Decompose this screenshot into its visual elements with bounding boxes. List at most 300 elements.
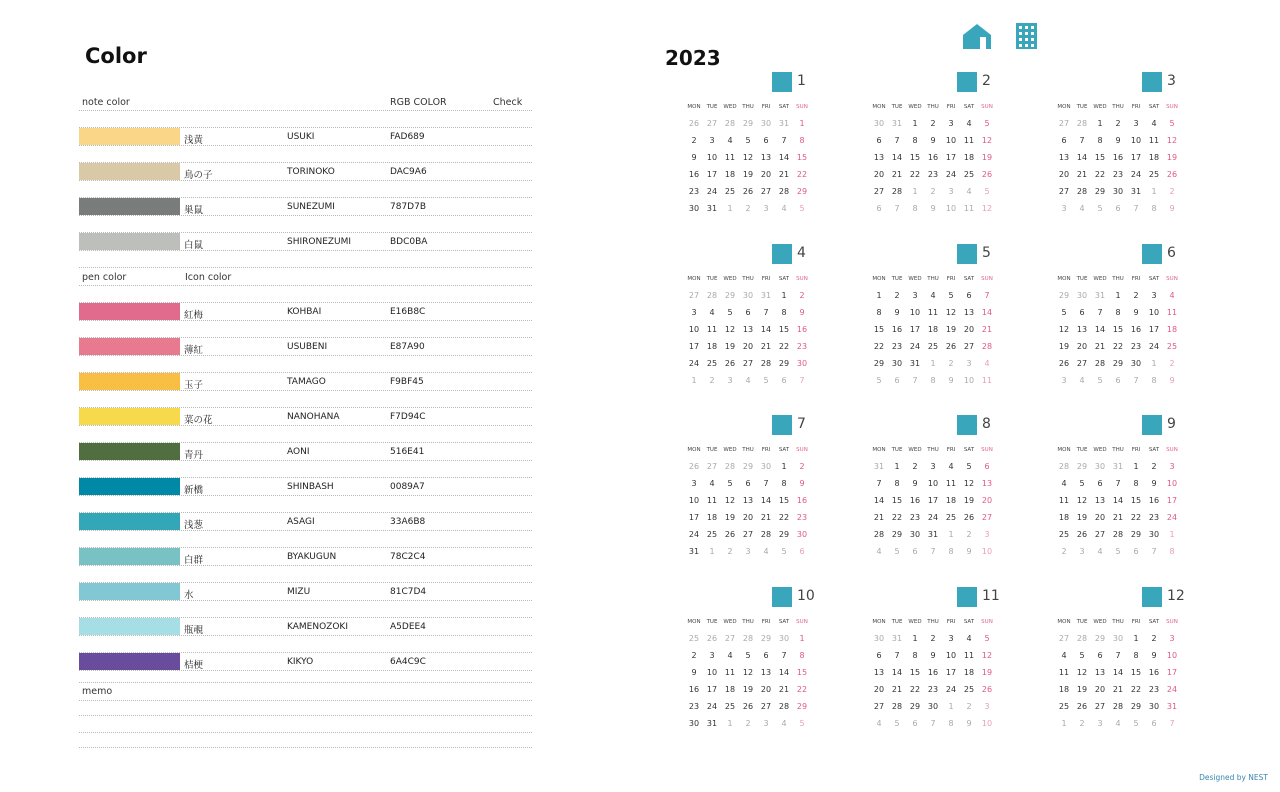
calendar-day[interactable]: 14 <box>760 496 772 505</box>
calendar-day[interactable]: 12 <box>724 325 736 334</box>
calendar-day[interactable]: 16 <box>1148 496 1160 505</box>
calendar-day[interactable]: 5 <box>1097 376 1103 385</box>
calendar-day[interactable]: 30 <box>1148 702 1160 711</box>
calendar-day[interactable]: 23 <box>796 342 808 351</box>
calendar-day[interactable]: 15 <box>796 153 808 162</box>
calendar-day[interactable]: 13 <box>760 668 772 677</box>
calendar-day[interactable]: 18 <box>1148 153 1160 162</box>
calendar-day[interactable]: 30 <box>1094 462 1106 471</box>
calendar-day[interactable]: 25 <box>963 170 975 179</box>
calendar-day[interactable]: 20 <box>760 685 772 694</box>
calendar-day[interactable]: 5 <box>984 119 990 128</box>
calendar-day[interactable]: 13 <box>742 496 754 505</box>
calendar-day[interactable]: 24 <box>706 702 718 711</box>
calendar-day[interactable]: 31 <box>873 462 885 471</box>
calendar-day[interactable]: 13 <box>873 153 885 162</box>
calendar-day[interactable]: 26 <box>742 702 754 711</box>
calendar-day[interactable]: 15 <box>909 668 921 677</box>
calendar-day[interactable]: 8 <box>781 479 787 488</box>
calendar-day[interactable]: 10 <box>688 496 700 505</box>
calendar-day[interactable]: 13 <box>742 325 754 334</box>
calendar-day[interactable]: 3 <box>984 530 990 539</box>
calendar-day[interactable]: 16 <box>1148 668 1160 677</box>
calendar-day[interactable]: 9 <box>1151 651 1157 660</box>
calendar-day[interactable]: 31 <box>1112 462 1124 471</box>
calendar-day[interactable]: 8 <box>799 651 805 660</box>
calendar-day[interactable]: 20 <box>742 342 754 351</box>
calendar-day[interactable]: 7 <box>763 479 769 488</box>
calendar-day[interactable]: 6 <box>745 479 751 488</box>
calendar-day[interactable]: 7 <box>1097 308 1103 317</box>
calendar-day[interactable]: 7 <box>1115 479 1121 488</box>
calendar-day[interactable]: 1 <box>1061 719 1067 728</box>
calendar-day[interactable]: 26 <box>724 359 736 368</box>
calendar-day[interactable]: 25 <box>1058 702 1070 711</box>
calendar-day[interactable]: 28 <box>1094 359 1106 368</box>
calendar-day[interactable]: 16 <box>688 685 700 694</box>
calendar-day[interactable]: 6 <box>1061 136 1067 145</box>
calendar-day[interactable]: 21 <box>760 342 772 351</box>
calendar-day[interactable]: 4 <box>727 651 733 660</box>
calendar-day[interactable]: 1 <box>948 702 954 711</box>
calendar-day[interactable]: 3 <box>1151 291 1157 300</box>
calendar-day[interactable]: 18 <box>927 325 939 334</box>
calendar-day[interactable]: 19 <box>1166 153 1178 162</box>
calendar-day[interactable]: 17 <box>1130 153 1142 162</box>
calendar-day[interactable]: 9 <box>799 479 805 488</box>
calendar-day[interactable]: 14 <box>1112 496 1124 505</box>
calendar-day[interactable]: 4 <box>876 547 882 556</box>
calendar-day[interactable]: 29 <box>891 530 903 539</box>
calendar-day[interactable]: 5 <box>1097 204 1103 213</box>
calendar-day[interactable]: 27 <box>873 187 885 196</box>
calendar-day[interactable]: 22 <box>778 513 790 522</box>
calendar-day[interactable]: 25 <box>706 530 718 539</box>
calendar-day[interactable]: 24 <box>688 359 700 368</box>
calendar-day[interactable]: 4 <box>930 291 936 300</box>
calendar-day[interactable]: 14 <box>891 668 903 677</box>
calendar-day[interactable]: 14 <box>981 308 993 317</box>
calendar-day[interactable]: 8 <box>876 308 882 317</box>
calendar-day[interactable]: 2 <box>745 204 751 213</box>
calendar-day[interactable]: 29 <box>1094 634 1106 643</box>
calendar-day[interactable]: 26 <box>724 530 736 539</box>
calendar-day[interactable]: 11 <box>963 136 975 145</box>
calendar-day[interactable]: 26 <box>688 462 700 471</box>
calendar-day[interactable]: 10 <box>1130 136 1142 145</box>
calendar-day[interactable]: 17 <box>688 342 700 351</box>
calendar-day[interactable]: 27 <box>706 119 718 128</box>
calendar-day[interactable]: 5 <box>1169 119 1175 128</box>
calendar-day[interactable]: 22 <box>909 685 921 694</box>
calendar-day[interactable]: 19 <box>724 513 736 522</box>
calendar-day[interactable]: 28 <box>891 702 903 711</box>
calendar-day[interactable]: 23 <box>1112 170 1124 179</box>
calendar-day[interactable]: 24 <box>688 530 700 539</box>
calendar-day[interactable]: 25 <box>1058 530 1070 539</box>
calendar-day[interactable]: 2 <box>727 547 733 556</box>
calendar-day[interactable]: 3 <box>984 702 990 711</box>
calendar-day[interactable]: 10 <box>1166 479 1178 488</box>
calendar-day[interactable]: 29 <box>1058 291 1070 300</box>
calendar-day[interactable]: 23 <box>927 685 939 694</box>
calendar-day[interactable]: 7 <box>912 376 918 385</box>
calendar-day[interactable]: 21 <box>1112 685 1124 694</box>
calendar-day[interactable]: 10 <box>909 308 921 317</box>
calendar-day[interactable]: 1 <box>1115 291 1121 300</box>
calendar-day[interactable]: 23 <box>688 187 700 196</box>
calendar-day[interactable]: 7 <box>894 204 900 213</box>
calendar-day[interactable]: 22 <box>873 342 885 351</box>
calendar-day[interactable]: 6 <box>1151 719 1157 728</box>
calendar-day[interactable]: 29 <box>1076 462 1088 471</box>
calendar-day[interactable]: 5 <box>1079 651 1085 660</box>
calendar-day[interactable]: 7 <box>1169 719 1175 728</box>
calendar-day[interactable]: 2 <box>930 634 936 643</box>
calendar-day[interactable]: 7 <box>894 651 900 660</box>
calendar-day[interactable]: 22 <box>1130 685 1142 694</box>
calendar-day[interactable]: 24 <box>1130 170 1142 179</box>
calendar-day[interactable]: 2 <box>745 719 751 728</box>
calendar-day[interactable]: 30 <box>778 634 790 643</box>
calendar-day[interactable]: 8 <box>1133 479 1139 488</box>
calendar-day[interactable]: 29 <box>1130 530 1142 539</box>
calendar-icon[interactable] <box>1015 22 1038 50</box>
calendar-day[interactable]: 30 <box>873 119 885 128</box>
calendar-day[interactable]: 7 <box>984 291 990 300</box>
calendar-day[interactable]: 8 <box>799 136 805 145</box>
calendar-day[interactable]: 4 <box>1097 547 1103 556</box>
calendar-day[interactable]: 21 <box>1112 513 1124 522</box>
calendar-day[interactable]: 2 <box>966 702 972 711</box>
calendar-day[interactable]: 25 <box>945 513 957 522</box>
calendar-day[interactable]: 2 <box>930 119 936 128</box>
calendar-day[interactable]: 5 <box>966 462 972 471</box>
calendar-day[interactable]: 29 <box>724 291 736 300</box>
calendar-day[interactable]: 30 <box>796 530 808 539</box>
calendar-day[interactable]: 10 <box>945 204 957 213</box>
calendar-day[interactable]: 15 <box>1112 325 1124 334</box>
calendar-day[interactable]: 19 <box>981 153 993 162</box>
calendar-day[interactable]: 30 <box>891 359 903 368</box>
calendar-day[interactable]: 5 <box>1133 719 1139 728</box>
calendar-day[interactable]: 13 <box>1058 153 1070 162</box>
calendar-day[interactable]: 3 <box>709 651 715 660</box>
calendar-day[interactable]: 22 <box>778 342 790 351</box>
calendar-day[interactable]: 8 <box>1133 651 1139 660</box>
calendar-day[interactable]: 1 <box>727 719 733 728</box>
calendar-day[interactable]: 22 <box>909 170 921 179</box>
calendar-day[interactable]: 6 <box>876 204 882 213</box>
calendar-day[interactable]: 26 <box>981 170 993 179</box>
calendar-day[interactable]: 15 <box>909 153 921 162</box>
calendar-day[interactable]: 4 <box>709 479 715 488</box>
calendar-day[interactable]: 4 <box>781 204 787 213</box>
calendar-day[interactable]: 9 <box>691 668 697 677</box>
calendar-day[interactable]: 12 <box>1166 136 1178 145</box>
calendar-day[interactable]: 30 <box>1130 359 1142 368</box>
calendar-day[interactable]: 29 <box>1112 359 1124 368</box>
calendar-day[interactable]: 23 <box>1148 685 1160 694</box>
calendar-day[interactable]: 18 <box>706 513 718 522</box>
calendar-day[interactable]: 12 <box>1076 496 1088 505</box>
calendar-day[interactable]: 29 <box>1094 187 1106 196</box>
calendar-day[interactable]: 4 <box>781 719 787 728</box>
calendar-day[interactable]: 14 <box>778 153 790 162</box>
calendar-day[interactable]: 2 <box>966 530 972 539</box>
calendar-day[interactable]: 19 <box>742 170 754 179</box>
calendar-day[interactable]: 27 <box>1058 634 1070 643</box>
calendar-day[interactable]: 12 <box>981 651 993 660</box>
calendar-day[interactable]: 21 <box>778 685 790 694</box>
calendar-day[interactable]: 16 <box>927 668 939 677</box>
calendar-day[interactable]: 18 <box>724 685 736 694</box>
calendar-day[interactable]: 10 <box>1148 308 1160 317</box>
calendar-day[interactable]: 16 <box>927 153 939 162</box>
calendar-day[interactable]: 27 <box>742 359 754 368</box>
calendar-day[interactable]: 4 <box>1079 204 1085 213</box>
calendar-day[interactable]: 28 <box>778 187 790 196</box>
calendar-day[interactable]: 7 <box>1133 376 1139 385</box>
calendar-day[interactable]: 22 <box>1130 513 1142 522</box>
calendar-day[interactable]: 14 <box>1094 325 1106 334</box>
calendar-day[interactable]: 27 <box>760 187 772 196</box>
calendar-day[interactable]: 3 <box>691 479 697 488</box>
calendar-day[interactable]: 4 <box>1061 479 1067 488</box>
calendar-day[interactable]: 28 <box>873 530 885 539</box>
calendar-day[interactable]: 2 <box>799 291 805 300</box>
calendar-day[interactable]: 2 <box>1115 119 1121 128</box>
calendar-day[interactable]: 3 <box>1079 547 1085 556</box>
calendar-day[interactable]: 2 <box>930 187 936 196</box>
calendar-day[interactable]: 31 <box>1094 291 1106 300</box>
calendar-day[interactable]: 29 <box>873 359 885 368</box>
calendar-day[interactable]: 21 <box>1076 170 1088 179</box>
calendar-day[interactable]: 30 <box>760 462 772 471</box>
calendar-day[interactable]: 27 <box>873 702 885 711</box>
calendar-day[interactable]: 2 <box>912 462 918 471</box>
calendar-day[interactable]: 18 <box>706 342 718 351</box>
calendar-day[interactable]: 14 <box>1112 668 1124 677</box>
calendar-day[interactable]: 31 <box>909 359 921 368</box>
calendar-day[interactable]: 1 <box>930 359 936 368</box>
calendar-day[interactable]: 1 <box>709 547 715 556</box>
calendar-day[interactable]: 29 <box>778 359 790 368</box>
calendar-day[interactable]: 30 <box>796 359 808 368</box>
calendar-day[interactable]: 3 <box>948 119 954 128</box>
calendar-day[interactable]: 17 <box>909 325 921 334</box>
calendar-day[interactable]: 29 <box>796 187 808 196</box>
calendar-day[interactable]: 31 <box>891 634 903 643</box>
calendar-day[interactable]: 30 <box>1076 291 1088 300</box>
calendar-day[interactable]: 9 <box>966 547 972 556</box>
calendar-day[interactable]: 15 <box>778 325 790 334</box>
calendar-day[interactable]: 6 <box>763 651 769 660</box>
calendar-day[interactable]: 3 <box>1169 462 1175 471</box>
calendar-day[interactable]: 19 <box>981 668 993 677</box>
calendar-day[interactable]: 28 <box>1112 702 1124 711</box>
calendar-day[interactable]: 7 <box>1079 136 1085 145</box>
calendar-day[interactable]: 8 <box>1151 204 1157 213</box>
calendar-day[interactable]: 30 <box>760 119 772 128</box>
calendar-day[interactable]: 9 <box>691 153 697 162</box>
calendar-day[interactable]: 24 <box>1166 513 1178 522</box>
calendar-day[interactable]: 2 <box>709 376 715 385</box>
calendar-day[interactable]: 15 <box>1130 668 1142 677</box>
calendar-day[interactable]: 10 <box>981 547 993 556</box>
calendar-day[interactable]: 6 <box>745 308 751 317</box>
calendar-day[interactable]: 30 <box>1112 634 1124 643</box>
calendar-day[interactable]: 17 <box>1166 668 1178 677</box>
calendar-day[interactable]: 18 <box>1166 325 1178 334</box>
calendar-day[interactable]: 1 <box>799 634 805 643</box>
calendar-day[interactable]: 30 <box>688 204 700 213</box>
calendar-day[interactable]: 17 <box>688 513 700 522</box>
calendar-day[interactable]: 1 <box>727 204 733 213</box>
calendar-day[interactable]: 19 <box>742 685 754 694</box>
calendar-day[interactable]: 2 <box>1061 547 1067 556</box>
calendar-day[interactable]: 1 <box>1133 634 1139 643</box>
calendar-day[interactable]: 16 <box>796 325 808 334</box>
calendar-day[interactable]: 30 <box>927 702 939 711</box>
calendar-day[interactable]: 3 <box>1133 119 1139 128</box>
calendar-day[interactable]: 23 <box>1148 513 1160 522</box>
calendar-day[interactable]: 27 <box>963 342 975 351</box>
calendar-day[interactable]: 1 <box>1133 462 1139 471</box>
calendar-day[interactable]: 24 <box>927 513 939 522</box>
calendar-day[interactable]: 10 <box>945 136 957 145</box>
calendar-day[interactable]: 13 <box>1076 325 1088 334</box>
calendar-day[interactable]: 11 <box>945 479 957 488</box>
calendar-day[interactable]: 6 <box>876 136 882 145</box>
calendar-day[interactable]: 27 <box>688 291 700 300</box>
calendar-day[interactable]: 31 <box>1130 187 1142 196</box>
calendar-day[interactable]: 31 <box>706 719 718 728</box>
calendar-day[interactable]: 2 <box>1151 462 1157 471</box>
calendar-day[interactable]: 10 <box>1166 651 1178 660</box>
calendar-day[interactable]: 13 <box>963 308 975 317</box>
calendar-day[interactable]: 13 <box>1094 668 1106 677</box>
calendar-day[interactable]: 21 <box>891 170 903 179</box>
calendar-day[interactable]: 5 <box>894 719 900 728</box>
calendar-day[interactable]: 7 <box>894 136 900 145</box>
calendar-day[interactable]: 7 <box>1151 547 1157 556</box>
calendar-day[interactable]: 29 <box>796 702 808 711</box>
calendar-day[interactable]: 2 <box>691 651 697 660</box>
calendar-day[interactable]: 28 <box>1112 530 1124 539</box>
calendar-day[interactable]: 4 <box>1079 376 1085 385</box>
calendar-day[interactable]: 27 <box>742 530 754 539</box>
calendar-day[interactable]: 5 <box>984 187 990 196</box>
calendar-day[interactable]: 8 <box>948 547 954 556</box>
calendar-day[interactable]: 11 <box>1058 668 1070 677</box>
calendar-day[interactable]: 7 <box>930 547 936 556</box>
calendar-day[interactable]: 5 <box>799 719 805 728</box>
calendar-day[interactable]: 24 <box>909 342 921 351</box>
calendar-day[interactable]: 6 <box>1115 376 1121 385</box>
calendar-day[interactable]: 27 <box>1076 359 1088 368</box>
home-icon[interactable] <box>961 22 993 50</box>
calendar-day[interactable]: 16 <box>1130 325 1142 334</box>
calendar-day[interactable]: 6 <box>799 547 805 556</box>
calendar-day[interactable]: 3 <box>948 634 954 643</box>
calendar-day[interactable]: 28 <box>1076 187 1088 196</box>
calendar-day[interactable]: 27 <box>760 702 772 711</box>
calendar-day[interactable]: 18 <box>724 170 736 179</box>
calendar-day[interactable]: 1 <box>1151 359 1157 368</box>
calendar-day[interactable]: 31 <box>1166 702 1178 711</box>
calendar-day[interactable]: 5 <box>727 479 733 488</box>
calendar-day[interactable]: 21 <box>760 513 772 522</box>
calendar-day[interactable]: 6 <box>1097 479 1103 488</box>
calendar-day[interactable]: 20 <box>873 685 885 694</box>
calendar-day[interactable]: 11 <box>724 153 736 162</box>
calendar-day[interactable]: 23 <box>891 342 903 351</box>
calendar-day[interactable]: 28 <box>981 342 993 351</box>
calendar-day[interactable]: 7 <box>781 136 787 145</box>
calendar-day[interactable]: 13 <box>981 479 993 488</box>
calendar-day[interactable]: 19 <box>1076 513 1088 522</box>
calendar-day[interactable]: 19 <box>724 342 736 351</box>
calendar-day[interactable]: 19 <box>1076 685 1088 694</box>
calendar-day[interactable]: 28 <box>891 187 903 196</box>
calendar-day[interactable]: 6 <box>781 376 787 385</box>
calendar-day[interactable]: 2 <box>948 359 954 368</box>
calendar-day[interactable]: 1 <box>781 291 787 300</box>
calendar-day[interactable]: 18 <box>1058 685 1070 694</box>
calendar-day[interactable]: 22 <box>796 170 808 179</box>
calendar-day[interactable]: 25 <box>724 702 736 711</box>
calendar-day[interactable]: 6 <box>1097 651 1103 660</box>
calendar-day[interactable]: 28 <box>760 530 772 539</box>
calendar-day[interactable]: 3 <box>763 204 769 213</box>
calendar-day[interactable]: 17 <box>1148 325 1160 334</box>
calendar-day[interactable]: 21 <box>778 170 790 179</box>
calendar-day[interactable]: 2 <box>1169 359 1175 368</box>
calendar-day[interactable]: 9 <box>966 719 972 728</box>
calendar-day[interactable]: 8 <box>1151 376 1157 385</box>
calendar-day[interactable]: 22 <box>891 513 903 522</box>
calendar-day[interactable]: 6 <box>1133 547 1139 556</box>
calendar-day[interactable]: 2 <box>691 136 697 145</box>
calendar-day[interactable]: 8 <box>912 651 918 660</box>
calendar-day[interactable]: 30 <box>1148 530 1160 539</box>
calendar-day[interactable]: 25 <box>963 685 975 694</box>
calendar-day[interactable]: 20 <box>963 325 975 334</box>
calendar-day[interactable]: 15 <box>1094 153 1106 162</box>
calendar-day[interactable]: 5 <box>799 204 805 213</box>
calendar-day[interactable]: 4 <box>1169 291 1175 300</box>
calendar-day[interactable]: 19 <box>1058 342 1070 351</box>
calendar-day[interactable]: 24 <box>945 685 957 694</box>
calendar-day[interactable]: 4 <box>876 719 882 728</box>
calendar-day[interactable]: 17 <box>1166 496 1178 505</box>
calendar-day[interactable]: 30 <box>1112 187 1124 196</box>
calendar-day[interactable]: 10 <box>981 719 993 728</box>
calendar-day[interactable]: 29 <box>742 462 754 471</box>
calendar-day[interactable]: 10 <box>963 376 975 385</box>
calendar-day[interactable]: 22 <box>1112 342 1124 351</box>
calendar-day[interactable]: 25 <box>688 634 700 643</box>
calendar-day[interactable]: 28 <box>778 702 790 711</box>
calendar-day[interactable]: 18 <box>963 153 975 162</box>
calendar-day[interactable]: 16 <box>909 496 921 505</box>
calendar-day[interactable]: 20 <box>1076 342 1088 351</box>
calendar-day[interactable]: 31 <box>760 291 772 300</box>
calendar-day[interactable]: 1 <box>912 634 918 643</box>
calendar-day[interactable]: 8 <box>948 719 954 728</box>
calendar-day[interactable]: 3 <box>912 291 918 300</box>
